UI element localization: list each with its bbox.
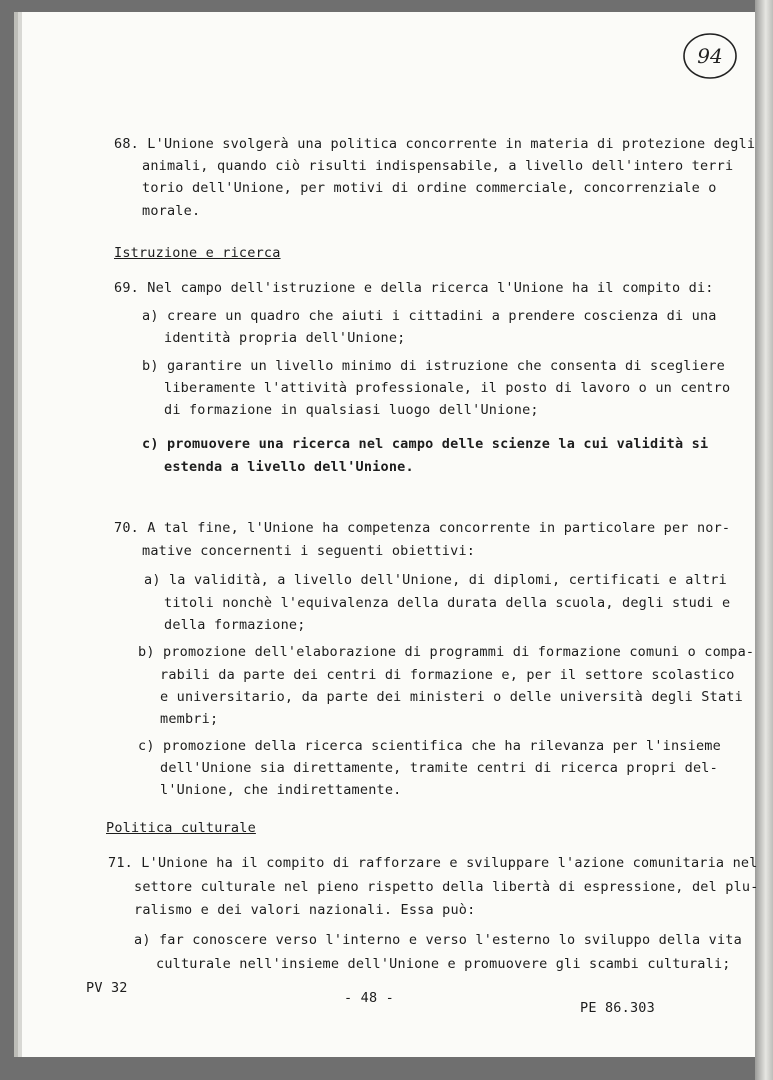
p69-b-line-3: di formazione in qualsiasi luogo dell'Unione;	[164, 402, 539, 418]
p70-a-line-1: a) la validità, a livello dell'Unione, di diplomi, certificati e altri	[144, 572, 727, 588]
footer-right: PE 86.303	[580, 1000, 655, 1016]
p69-c-line-2: estenda a livello dell'Unione.	[164, 459, 414, 475]
p71-line-3: ralismo e dei valori nazionali. Essa può:	[134, 902, 476, 918]
p70-line-2: mative concernenti i seguenti obiettivi:	[142, 543, 476, 559]
p69-line-1: 69. Nel campo dell'istruzione e della ricerca l'Unione ha il compito di:	[114, 280, 714, 296]
page-edge	[755, 0, 773, 1080]
page-mark-text: 94	[697, 44, 723, 68]
p69-a-line-1: a) creare un quadro che aiuti i cittadini a prendere coscienza di una	[142, 308, 717, 324]
p70-b-line-2: rabili da parte dei centri di formazione e, per il settore scolastico	[160, 667, 735, 683]
p68-line-3: torio dell'Unione, per motivi di ordine commerciale, concorrenziale o	[142, 180, 717, 196]
heading-politica: Politica culturale	[106, 820, 256, 836]
p70-a-line-3: della formazione;	[164, 617, 306, 633]
footer-left: PV 32	[86, 980, 128, 996]
p70-b-line-3: e universitario, da parte dei ministeri o delle università degli Stati	[160, 689, 743, 705]
p70-b-line-4: membri;	[160, 711, 219, 727]
handwritten-page-number	[680, 30, 740, 82]
p68-line-1: 68. L'Unione svolgerà una politica concorrente in materia di protezione degli	[114, 136, 756, 152]
p70-b-line-1: b) promozione dell'elaborazione di programmi di formazione comuni o compa-	[138, 644, 755, 660]
heading-istruzione: Istruzione e ricerca	[114, 245, 281, 261]
p69-c-line-1: c) promuovere una ricerca nel campo delle scienze la cui validità si	[142, 436, 709, 452]
footer-page-number: - 48 -	[344, 990, 394, 1006]
p70-a-line-2: titoli nonchè l'equivalenza della durata della scuola, degli studi e	[164, 595, 731, 611]
p69-a-line-2: identità propria dell'Unione;	[164, 330, 406, 346]
p70-line-1: 70. A tal fine, l'Unione ha competenza concorrente in particolare per nor-	[114, 520, 731, 536]
p70-c-line-1: c) promozione della ricerca scientifica che ha rilevanza per l'insieme	[138, 738, 721, 754]
p71-line-2: settore culturale nel pieno rispetto della libertà di espressione, del plu-	[134, 879, 759, 895]
p68-line-2: animali, quando ciò risulti indispensabile, a livello dell'intero terri	[142, 158, 734, 174]
p69-b-line-1: b) garantire un livello minimo di istruzione che consenta di scegliere	[142, 358, 725, 374]
p71-a-line-2: culturale nell'insieme dell'Unione e promuovere gli scambi culturali;	[156, 956, 731, 972]
p68-line-4: morale.	[142, 203, 201, 219]
p71-line-1: 71. L'Unione ha il compito di rafforzare e sviluppare l'azione comunitaria nel	[108, 855, 758, 871]
p70-c-line-2: dell'Unione sia direttamente, tramite centri di ricerca propri del-	[160, 760, 718, 776]
p71-a-line-1: a) far conoscere verso l'interno e verso l'esterno lo sviluppo della vita	[134, 932, 742, 948]
p69-b-line-2: liberamente l'attività professionale, il posto di lavoro o un centro	[164, 380, 731, 396]
p70-c-line-3: l'Unione, che indirettamente.	[160, 782, 402, 798]
